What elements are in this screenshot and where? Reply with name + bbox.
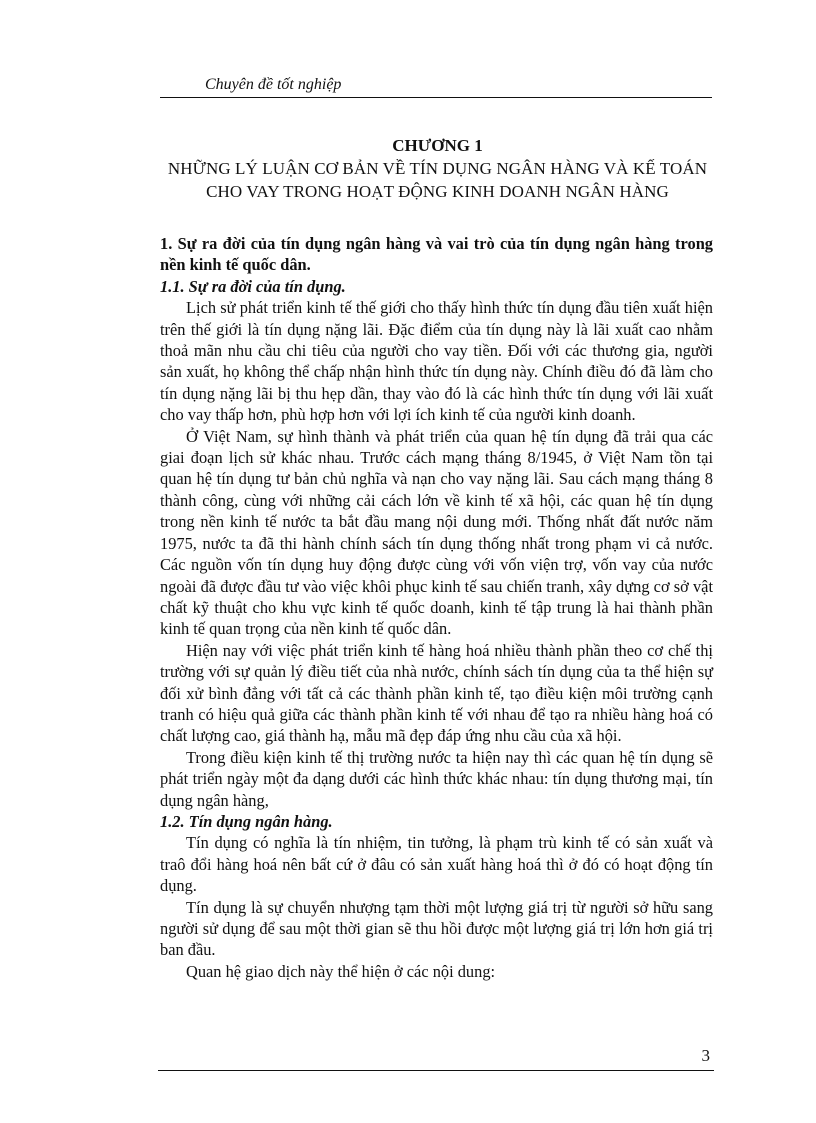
paragraph: Quan hệ giao dịch này thể hiện ở các nội dung: xyxy=(186,961,496,981)
header-rule xyxy=(160,97,712,98)
body-text xyxy=(160,233,713,982)
page-number: 3 xyxy=(701,1046,710,1065)
paragraph: Tín dụng là sự chuyển nhượng tạm thời một lượng giá trị từ người sở hữu sang người sử dụng để sau một thời gian sẽ thu hồi được một lượng giá trị lớn hơn giá trị ban đầu. xyxy=(160,897,713,960)
footer-rule xyxy=(158,1070,714,1071)
chapter-heading xyxy=(160,135,715,203)
paragraph: Tín dụng có nghĩa là tín nhiệm, tin tưởng, là phạm trù kinh tế có sản xuất và traô đổi hàng hoá nên bất cứ ở đâu có sản xuất hàng hoá thì ở đó có hoạt động tín dụng. xyxy=(160,833,713,896)
paragraph: Ở Việt Nam, sự hình thành và phát triển của quan hệ tín dụng đã trải qua các giai đoạn lịch sử khác nhau. Trước cách mạng tháng 8/1945, ở Việt Nam tồn tại quan hệ tín dụng tư bản chủ nghĩa và nạn cho vay nặng lãi. Sau cách mạng tháng 8 thành công, cùng với những cải cách lớn về kinh tế xã hội, các quan hệ tín dụng trong nền kinh tế nước ta bắt đầu mang nội dung mới. Thống nhất đất nước năm 1975, nước ta đã thi hành chính sách tín dụng thống nhất trong phạm vi cả nước. Các nguồn vốn tín dụng huy động được cùng với vốn viện trợ, vốn vay của nước ngoài đã được đầu tư vào việc khôi phục kinh tế sau chiến tranh, xây dựng cơ sở vật chất kỹ thuật cho khu vực kinh tế quốc doanh, kinh tế tập trung là hai thành phần kinh tế quan trọng của nền kinh tế quốc dân. xyxy=(160,426,713,639)
subsection-heading: 1.2. Tín dụng ngân hàng. xyxy=(160,811,333,831)
running-header: Chuyên đề tốt nghiệp xyxy=(205,76,342,93)
subsection-heading: 1.1. Sự ra đời của tín dụng. xyxy=(160,276,346,296)
paragraph: Lịch sử phát triển kinh tế thế giới cho thấy hình thức tín dụng đầu tiên xuất hiện trên thế giới là tín dụng nặng lãi. Đặc điểm của tín dụng này là lãi xuất cao nhằm thoả mãn nhu cầu chi tiêu của người cho vay tiền. Đối với các thương gia, người sản xuất, họ không thể chấp nhận hình thức tín dụng này. Chính điều đó đã làm cho tín dụng nặng lãi bị thu hẹp dần, thay vào đó là các hình thức tín dụng với lãi xuất cho vay thấp hơn, phù hợp hơn với lợi ích kinh tế của người kinh doanh. xyxy=(160,298,713,425)
chapter-number: CHƯƠNG 1 xyxy=(392,136,483,155)
paragraph: Trong điều kiện kinh tế thị trường nước ta hiện nay thì các quan hệ tín dụng sẽ phát triển ngày một đa dạng dưới các hình thức khác nhau: tín dụng thương mại, tín dụng ngân hàng, xyxy=(160,747,713,810)
section-heading: 1. Sự ra đời của tín dụng ngân hàng và vai trò của tín dụng ngân hàng trong nền kinh tế quốc dân. xyxy=(160,234,713,275)
paragraph: Hiện nay với việc phát triển kinh tế hàng hoá nhiều thành phần theo cơ chế thị trường với sự quản lý điều tiết của nhà nước, chính sách tín dụng của ta thể hiện sự đối xử bình đẳng với tất cả các thành phần kinh tế, tạo điều kiện môi trường cạnh tranh có hiệu quả giữa các thành phần kinh tế với nhau để tạo ra nhiều hàng hoá có chất lượng cao, giá thành hạ, mẫu mã đẹp đáp ứng nhu cầu của xã hội. xyxy=(160,640,713,746)
chapter-title: NHỮNG LÝ LUẬN CƠ BẢN VỀ TÍN DỤNG NGÂN HÀNG VÀ KẾ TOÁN CHO VAY TRONG HOẠT ĐỘNG KINH DOANH NGÂN HÀNG xyxy=(167,159,708,201)
